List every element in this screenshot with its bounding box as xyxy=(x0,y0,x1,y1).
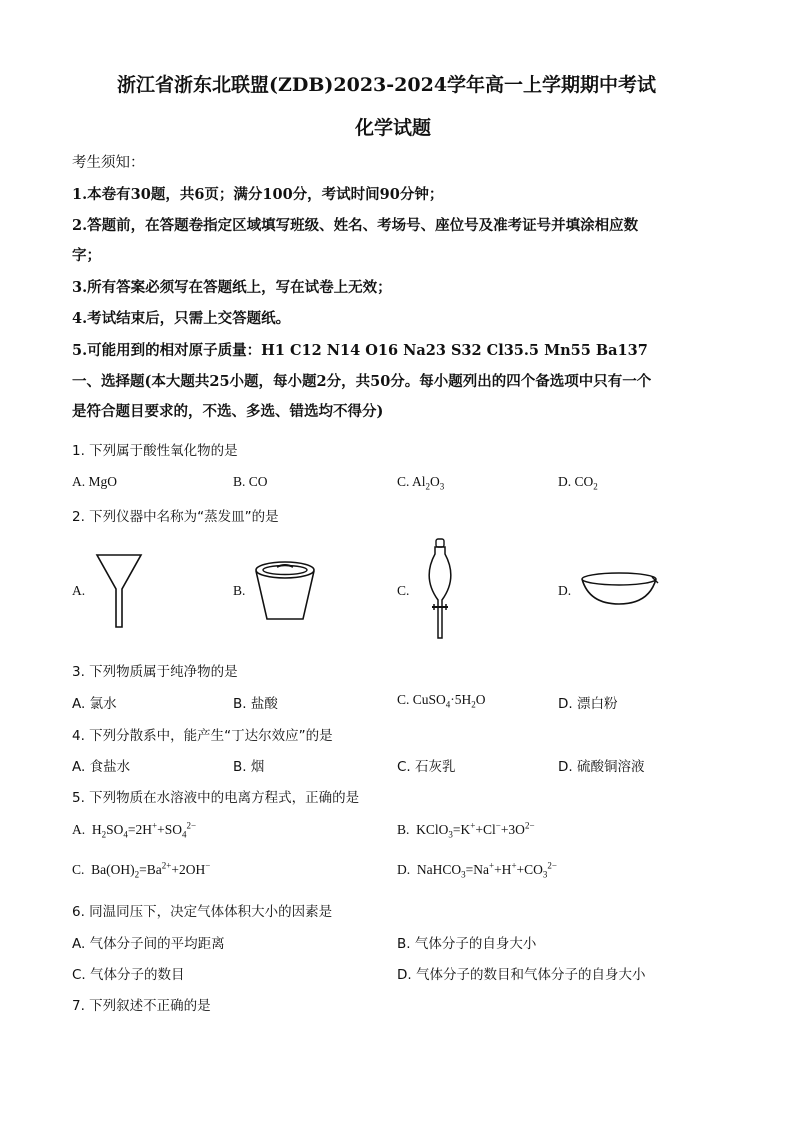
q1-option-c: C. $Al_2O_3$ xyxy=(397,474,445,492)
q2-option-a: A. xyxy=(72,583,86,598)
q4-stem: 4. 下列分散系中，能产生“丁达尔效应”的是 xyxy=(72,728,333,744)
evaporating-dish-icon xyxy=(579,571,661,611)
q6-option-d: D. 气体分子的数目和气体分子的自身大小 xyxy=(397,967,646,983)
notice-item-4: 4.考试结束后，只需上交答题纸。 xyxy=(72,310,291,327)
q4-option-c: C. 石灰乳 xyxy=(397,759,456,775)
q6-option-c: C. 气体分子的数目 xyxy=(72,967,185,983)
notice-item-1: 1.本卷有30题，共6页；满分100分，考试时间90分钟； xyxy=(72,186,444,203)
q5-option-a: A. $H_2SO_4=2H^++SO_4^{2-}$ xyxy=(72,820,197,840)
q4-option-d: D. 硫酸铜溶液 xyxy=(558,759,645,775)
q6-option-b: B. 气体分子的自身大小 xyxy=(397,936,537,952)
q5-option-c: C. $Ba(OH)_2=Ba^{2+}+2OH^-$ xyxy=(72,860,211,880)
exam-title: 浙江省浙东北联盟(ZDB)2023-2024学年高一上学期期中考试 xyxy=(117,74,657,96)
separatory-funnel-icon xyxy=(420,538,460,644)
notice-item-5: 5.可能用到的相对原子质量：H1 C12 N14 O16 Na23 S32 Cl35.5 Mn55 Ba137 xyxy=(72,342,648,359)
q4-option-a: A. 食盐水 xyxy=(72,759,131,775)
notice-item-3: 3.所有答案必须写在答题纸上，写在试卷上无效； xyxy=(72,279,392,296)
q3-option-b: B. 盐酸 xyxy=(233,696,278,712)
q6-stem: 6. 同温同压下，决定气体体积大小的因素是 xyxy=(72,904,333,920)
q5-option-d: D. $NaHCO_3=Na^++H^++CO_3^{2-}$ xyxy=(397,860,557,880)
q1-option-b: B. CO xyxy=(233,474,268,489)
q3-stem: 3. 下列物质属于纯净物的是 xyxy=(72,664,238,680)
q3-option-c: C. $CuSO_4\cdot 5H_2O$ xyxy=(397,692,486,710)
q2-option-b: B. xyxy=(233,583,246,598)
q5-stem: 5. 下列物质在水溶液中的电离方程式，正确的是 xyxy=(72,790,360,806)
q7-stem: 7. 下列叙述不正确的是 xyxy=(72,998,211,1014)
q1-option-d: D. $CO_2$ xyxy=(558,474,598,492)
funnel-icon xyxy=(95,553,145,633)
q1-option-a: A. MgO xyxy=(72,474,118,489)
q2-option-d: D. xyxy=(558,583,572,598)
exam-subtitle: 化学试题 xyxy=(355,117,432,139)
notice-heading: 考生须知： xyxy=(72,155,145,171)
q6-option-a: A. 气体分子间的平均距离 xyxy=(72,936,225,952)
q2-stem: 2. 下列仪器中名称为“蒸发皿”的是 xyxy=(72,509,279,525)
q3-option-d: D. 漂白粉 xyxy=(558,696,618,712)
notice-item-2: 2.答题前，在答题卷指定区域填写班级、姓名、考场号、座位号及准考证号并填涂相应数 xyxy=(72,217,639,234)
q4-option-b: B. 烟 xyxy=(233,759,265,775)
q1-stem: 1. 下列属于酸性氧化物的是 xyxy=(72,443,238,459)
section-heading-line1: 一、选择题(本大题共25小题，每小题2分，共50分。每小题列出的四个备选项中只有一个 xyxy=(72,373,652,390)
crucible-icon xyxy=(253,559,318,625)
q5-option-b: B. $KClO_3=K^++Cl^-+3O^{2-}$ xyxy=(397,820,535,840)
section-heading-line2: 是符合题目要求的，不选、多选、错选均不得分) xyxy=(72,403,384,420)
notice-item-2-cont: 字； xyxy=(72,247,101,264)
q3-option-a: A. 氯水 xyxy=(72,696,117,712)
q2-option-c: C. xyxy=(397,583,410,598)
